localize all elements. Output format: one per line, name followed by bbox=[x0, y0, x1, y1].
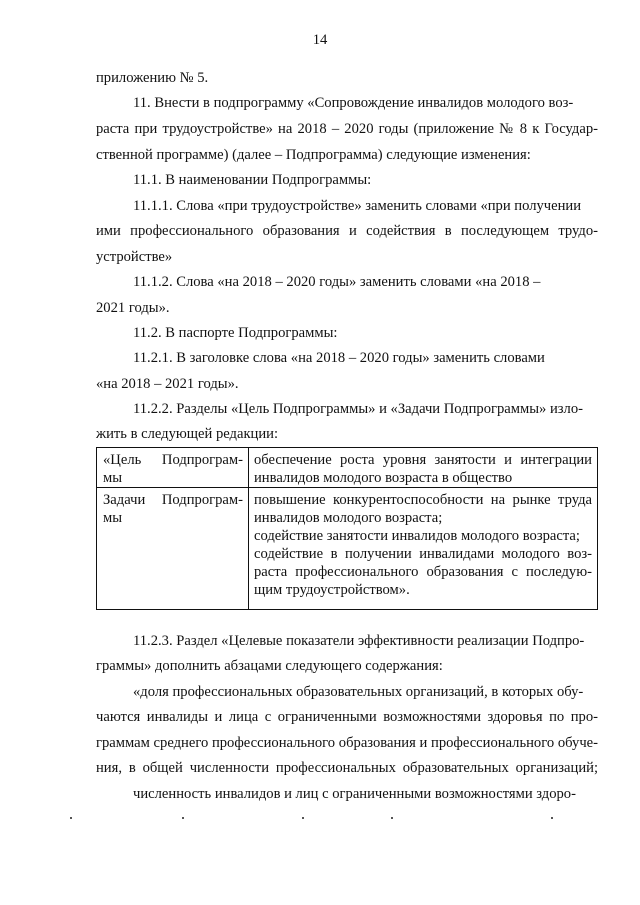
goals-tasks-table bbox=[96, 447, 598, 610]
text-line: граммам среднего профессионального образования и профессионального обуче- bbox=[96, 735, 598, 751]
text-line: приложению № 5. bbox=[96, 70, 209, 86]
text-line: чаются инвалиды и лица с ограниченными возможностями здоровья по про- bbox=[96, 709, 598, 725]
text-line: 11.1. В наименовании Подпрограммы: bbox=[133, 172, 372, 188]
text-line: 11.2.1. В заголовке слова «на 2018 – 2020 годы» заменить словами bbox=[133, 350, 545, 366]
text-line: 2021 годы». bbox=[96, 300, 170, 316]
table-cell: содействие в получении инвалидами молодого воз- bbox=[254, 546, 592, 562]
table-cell: мы bbox=[103, 510, 123, 526]
table-cell: «Цель Подпрограм- bbox=[103, 452, 243, 468]
table-divider bbox=[248, 448, 249, 609]
text-line: 11.1.1. Слова «при трудоустройстве» заменить словами «при получении bbox=[133, 198, 582, 214]
text-line: 11.2. В паспорте Подпрограммы: bbox=[133, 325, 338, 341]
text-line: устройстве» bbox=[96, 249, 173, 265]
text-line: ственной программе) (далее – Подпрограмма) следующие изменения: bbox=[96, 147, 531, 163]
table-cell: мы bbox=[103, 470, 123, 486]
table-cell: Задачи Подпрограм- bbox=[103, 492, 243, 508]
text-line: «доля профессиональных образовательных организаций, в которых обу- bbox=[133, 684, 584, 700]
text-line: 11.2.2. Разделы «Цель Подпрограммы» и «Задачи Подпрограммы» изло- bbox=[133, 401, 583, 417]
text-line: 11.1.2. Слова «на 2018 – 2020 годы» заменить словами «на 2018 – bbox=[133, 274, 541, 290]
text-line: 11.2.3. Раздел «Целевые показатели эффективности реализации Подпро- bbox=[133, 633, 585, 649]
text-line: «на 2018 – 2021 годы». bbox=[96, 376, 239, 392]
table-cell: инвалидов молодого возраста в общество bbox=[254, 470, 513, 486]
table-cell: раста профессионального образования с последую- bbox=[254, 564, 592, 580]
text-line: ими профессионального образования и содействия в последующем трудо- bbox=[96, 223, 598, 239]
table-cell: обеспечение роста уровня занятости и интеграции bbox=[254, 452, 592, 468]
text-line: ния, в общей численности профессиональных образовательных организаций; bbox=[96, 760, 598, 776]
text-line: 11. Внести в подпрограмму «Сопровождение инвалидов молодого воз- bbox=[133, 95, 574, 111]
text-line: жить в следующей редакции: bbox=[96, 426, 279, 442]
table-cell: содействие занятости инвалидов молодого возраста; bbox=[254, 528, 580, 544]
text-line: граммы» дополнить абзацами следующего содержания: bbox=[96, 658, 443, 674]
page-number: 14 bbox=[312, 32, 328, 48]
table-cell: повышение конкурентоспособности на рынке труда bbox=[254, 492, 592, 508]
table-cell: инвалидов молодого возраста; bbox=[254, 510, 443, 526]
table-cell: щим трудоустройством». bbox=[254, 582, 410, 598]
text-line: раста при трудоустройстве» на 2018 – 2020 годы (приложение № 8 к Государ- bbox=[96, 121, 598, 137]
text-line: численность инвалидов и лиц с ограниченными возможностями здоро- bbox=[133, 786, 576, 802]
